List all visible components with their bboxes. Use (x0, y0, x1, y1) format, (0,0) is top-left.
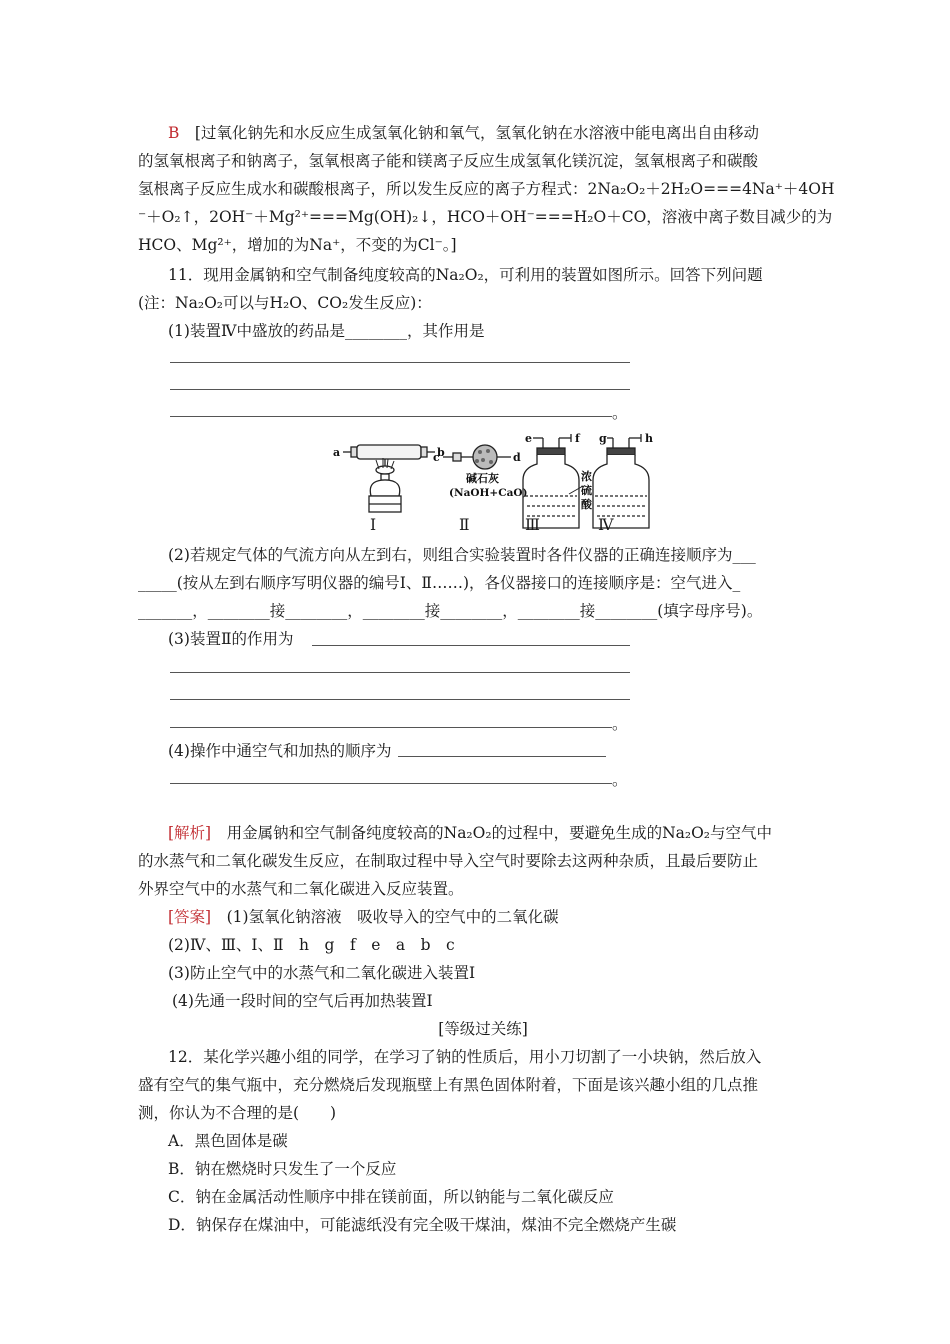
q12-stem-line-2: 盛有空气的集气瓶中，充分燃烧后发现瓶壁上有黑色固体附着，下面是该兴趣小组的几点推 (138, 1076, 759, 1094)
analysis-tag: [解析] (168, 824, 212, 842)
caption-iv: Ⅳ (598, 516, 614, 534)
q11-analysis-line-1 (168, 820, 858, 846)
q11-analysis-line-2: 的水蒸气和二氧化碳发生反应，在制取过程中导入空气时要除去这两种杂质，且最后要防止 (138, 852, 759, 870)
q12-stem-line-1: 12．某化学兴趣小组的同学，在学习了钠的性质后，用小刀切割了一小块钠，然后放入 (168, 1048, 762, 1066)
period-mark: 。 (612, 771, 628, 789)
acid-label-3: 酸 (581, 498, 592, 511)
period-mark: 。 (612, 404, 628, 422)
answer-blank-line (312, 645, 630, 646)
q10-analysis-line-1 (168, 120, 858, 146)
q10-analysis-text-1: [过氧化钠先和水反应生成氢氧化钠和氧气，氢氧化钠在水溶液中能电离出自由移动 (194, 124, 759, 142)
answer-tag: [答案] (168, 908, 212, 926)
label-c: c (433, 451, 440, 464)
q11-analysis-line-3: 外界空气中的水蒸气和二氧化碳进入反应装置。 (138, 880, 464, 898)
answer-blank-line (170, 672, 630, 673)
soda-lime-formula: (NaOH+CaO) (449, 487, 528, 499)
answer-blank-line (170, 389, 630, 390)
q12-option-d: D．钠保存在煤油中，可能滤纸没有完全吸干煤油，煤油不完全燃烧产生碳 (168, 1216, 677, 1234)
caption-iii: Ⅲ (525, 516, 540, 534)
q11-analysis-text-1: 用金属钠和空气制备纯度较高的Na₂O₂的过程中，要避免生成的Na₂O₂与空气中 (226, 824, 773, 842)
answer-blank-line (170, 362, 630, 363)
q11-part-2-line-3: _______，________接________，________接________，________接________(填字母序号)。 (138, 602, 763, 620)
q12-stem-line-3: 测，你认为不合理的是( ) (138, 1104, 337, 1122)
q11-answer-line-4: (4)先通一段时间的空气后再加热装置Ⅰ (172, 992, 433, 1010)
label-b: b (437, 446, 445, 459)
q11-part-4: (4)操作中通空气和加热的顺序为 (168, 742, 392, 760)
label-f: f (575, 432, 580, 445)
soda-lime-label: 碱石灰 (466, 472, 499, 485)
q10-analysis-line-2: 的氢氧根离子和钠离子，氢氧根离子能和镁离子反应生成氢氧化镁沉淀，氢氧根离子和碳酸 (138, 152, 759, 170)
apparatus-ii (443, 445, 511, 469)
q11-answer-line-3: (3)防止空气中的水蒸气和二氧化碳进入装置Ⅰ (168, 964, 476, 982)
q12-option-c: C．钠在金属活动性顺序中排在镁前面，所以钠能与二氧化碳反应 (168, 1188, 614, 1206)
acid-label-1: 浓 (581, 470, 592, 483)
q10-analysis-line-4: ⁻＋O₂↑，2OH⁻＋Mg²⁺===Mg(OH)₂↓，HCO＋OH⁻===H₂O＋CO，溶液中离子数目减少的为 (138, 208, 833, 226)
period-mark: 。 (612, 715, 628, 733)
answer-blank-line (170, 699, 630, 700)
caption-ii: Ⅱ (459, 516, 470, 534)
q10-answer-letter: B (168, 124, 180, 142)
answer-blank-line (170, 727, 612, 728)
label-d: d (513, 451, 521, 464)
q11-part-2-line-1: (2)若规定气体的气流方向从左到右，则组合实验装置时各件仪器的正确连接顺序为___ (168, 546, 756, 564)
q10-analysis-line-5: HCO、Mg²⁺，增加的为Na⁺，不变的为Cl⁻。] (138, 236, 457, 254)
q11-stem-line-2: (注：Na₂O₂可以与H₂O、CO₂发生反应)： (138, 294, 432, 312)
q10-analysis-line-3: 氢根离子反应生成水和碳酸根离子，所以发生反应的离子方程式：2Na₂O₂＋2H₂O===4Na⁺＋4OH (138, 180, 835, 198)
q12-option-b: B．钠在燃烧时只发生了一个反应 (168, 1160, 397, 1178)
q11-part-2-line-2: _____(按从左到右顺序写明仪器的编号Ⅰ、Ⅱ……)，各仪器接口的连接顺序是：空气进入_ (138, 574, 741, 592)
label-e: e (525, 432, 532, 445)
acid-label-2: 硫 (581, 484, 592, 497)
label-g: g (599, 432, 607, 445)
q11-stem-line-1: 11．现用金属钠和空气制备纯度较高的Na₂O₂，可利用的装置如图所示。回答下列问题 (168, 266, 763, 284)
q11-answer-line-1 (168, 904, 858, 930)
q11-answer-text-1: (1)氢氧化钠溶液 吸收导入的空气中的二氧化碳 (226, 908, 559, 926)
caption-i: Ⅰ (370, 516, 377, 534)
answer-blank-line (398, 756, 606, 757)
label-a: a (333, 446, 341, 459)
answer-blank-line (170, 783, 612, 784)
q11-part-1: (1)装置Ⅳ中盛放的药品是________，其作用是 (168, 322, 485, 340)
section-title: [等级过关练] (438, 1020, 528, 1038)
q12-option-a: A．黑色固体是碳 (168, 1132, 288, 1150)
label-h: h (645, 432, 653, 445)
q11-answer-line-2: (2)Ⅳ、Ⅲ、Ⅰ、Ⅱ h g f e a b c (168, 936, 455, 954)
q11-part-3: (3)装置Ⅱ的作用为 (168, 630, 294, 648)
answer-blank-line (170, 416, 612, 417)
apparatus-i (343, 445, 435, 512)
